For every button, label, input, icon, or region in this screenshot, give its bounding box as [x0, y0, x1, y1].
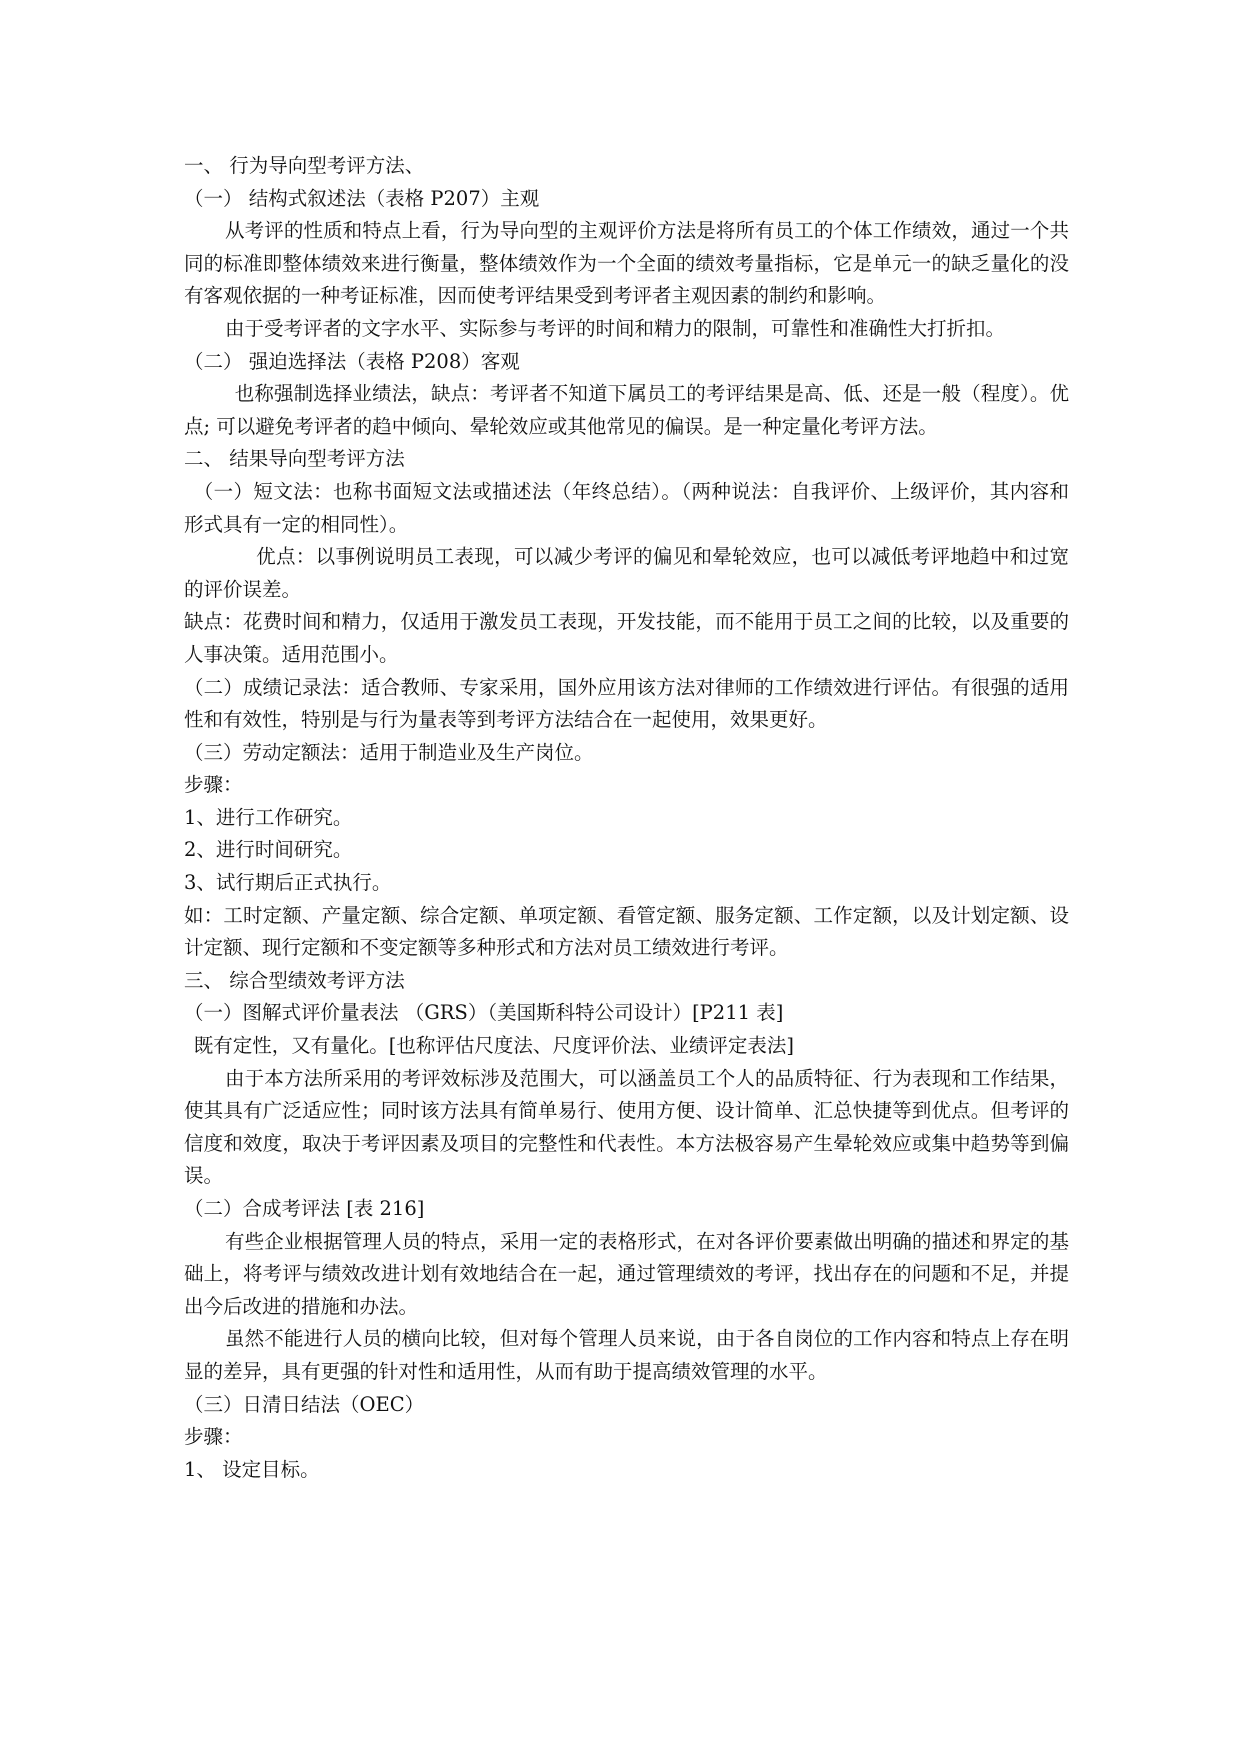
body-paragraph: （一）短文法：也称书面短文法或描述法（年终总结）。（两种说法：自我评价、上级评价，其内容和形式具有一定的相同性）。: [184, 479, 1069, 536]
body-paragraph: 从考评的性质和特点上看，行为导向型的主观评价方法是将所有员工的个体工作绩效，通过一个共同的标准即整体绩效来进行衡量，整体绩效作为一个全面的绩效考量指标，它是单元一的缺乏量化的没有客观依据的一种考证标准，因而使考评结果受到考评者主观因素的制约和影响。: [184, 219, 1069, 308]
body-paragraph: 缺点：花费时间和精力，仅适用于激发员工表现，开发技能，而不能用于员工之间的比较，以及重要的人事决策。适用范围小。: [184, 610, 1069, 666]
body-paragraph: 优点：以事例说明员工表现，可以减少考评的偏见和晕轮效应，也可以减低考评地趋中和过宽的评价误差。: [184, 545, 1069, 601]
body-paragraph: 既有定性，又有量化。[也称评估尺度法、尺度评价法、业绩评定表法]: [193, 1034, 794, 1058]
body-paragraph: 由于受考评者的文字水平、实际参与考评的时间和精力的限制，可靠性和准确性大打折扣。: [224, 316, 1005, 340]
list-item: 1、进行工作研究。: [184, 805, 353, 829]
body-paragraph: 如：工时定额、产量定额、综合定额、单项定额、看管定额、服务定额、工作定额，以及计划定额、设计定额、现行定额和不变定额等多种形式和方法对员工绩效进行考评。: [184, 903, 1069, 960]
body-paragraph: 虽然不能进行人员的横向比较，但对每个管理人员来说，由于各自岗位的工作内容和特点上存在明显的差异，具有更强的针对性和适用性，从而有助于提高绩效管理的水平。: [184, 1327, 1069, 1383]
steps-label: 步骤：: [184, 773, 243, 797]
document-body: [184, 150, 1069, 1486]
section-heading-1: 一、 行为导向型考评方法、: [184, 154, 425, 177]
body-paragraph: 有些企业根据管理人员的特点，采用一定的表格形式，在对各评价要素做出明确的描述和界定的基础上，将考评与绩效改进计划有效地结合在一起，通过管理绩效的考评，找出存在的问题和不足，并提出今后改进的措施和办法。: [184, 1229, 1069, 1318]
subsection-heading: （二）合成考评法 [表 216]: [184, 1197, 425, 1220]
subsection-heading: （一） 结构式叙述法（表格 P207）主观: [184, 186, 540, 210]
section-heading-2: 二、 结果导向型考评方法: [184, 447, 405, 471]
body-paragraph: 也称强制选择业绩法，缺点：考评者不知道下属员工的考评结果是高、低、还是一般（程度）。优点; 可以避免考评者的趋中倾向、晕轮效应或其他常见的偏误。是一种定量化考评方法。: [184, 382, 1069, 438]
subsection-heading: （三）劳动定额法：适用于制造业及生产岗位。: [184, 740, 594, 764]
list-item: 3、试行期后正式执行。: [184, 871, 392, 895]
subsection-heading: （一）图解式评价量表法 （GRS）（美国斯科特公司设计）[P211 表]: [184, 1001, 784, 1025]
subsection-heading: （二） 强迫选择法（表格 P208）客观: [184, 349, 520, 373]
list-item: 2、进行时间研究。: [184, 838, 353, 862]
subsection-heading: （三）日清日结法（OEC）: [184, 1392, 425, 1416]
body-paragraph: 由于本方法所采用的考评效标涉及范围大，可以涵盖员工个人的品质特征、行为表现和工作结果，使其具有广泛适应性；同时该方法具有简单易行、使用方便、设计简单、汇总快捷等到优点。但考评的信度和效度，取决于考评因素及项目的完整性和代表性。本方法极容易产生晕轮效应或集中趋势等到偏误。: [184, 1066, 1069, 1188]
body-paragraph: （二）成绩记录法：适合教师、专家采用，国外应用该方法对律师的工作绩效进行评估。有很强的适用性和有效性，特别是与行为量表等到考评方法结合在一起使用，效果更好。: [184, 675, 1069, 732]
list-item: 1、 设定目标。: [184, 1457, 320, 1481]
steps-label: 步骤：: [184, 1425, 243, 1449]
section-heading-3: 三、 综合型绩效考评方法: [184, 968, 405, 992]
